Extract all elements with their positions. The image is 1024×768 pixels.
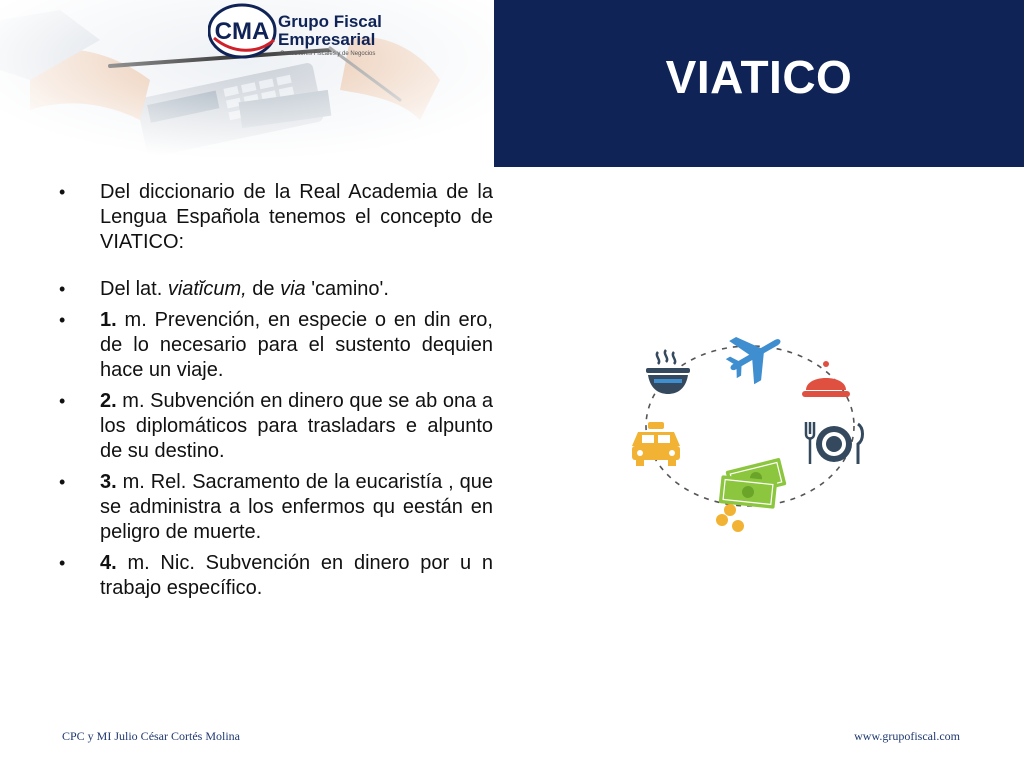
bullet-text-pre: Del lat. xyxy=(100,278,168,300)
company-logo xyxy=(208,2,382,62)
header-photo xyxy=(0,0,494,170)
bullet-dot: • xyxy=(59,472,66,492)
airplane-icon xyxy=(718,319,792,391)
bullet-text: Del diccionario de la Real Academia de la Lengua Española tenemos el concepto de VIATICO: xyxy=(100,181,493,253)
definition-number: 3. xyxy=(100,471,117,493)
definition-number: 1. xyxy=(100,309,117,331)
bullet-text-post: 'camino'. xyxy=(305,278,389,300)
bullet-text: m. Subvención en dinero que se ab ona a los diplomáticos para trasladars e alpunto de su destino. xyxy=(100,390,493,462)
list-item xyxy=(55,470,493,545)
bullet-text: m. Rel. Sacramento de la eucaristía , que se administra a los enfermos qu eestán en peligro de muerte. xyxy=(100,471,493,543)
footer-website: www.grupofiscal.com xyxy=(854,729,960,743)
bullet-dot: • xyxy=(59,391,66,411)
list-item xyxy=(55,308,493,383)
bullet-text-italic-2: via xyxy=(280,278,306,300)
logo-line-2: Empresarial xyxy=(278,30,376,49)
money-bills-icon xyxy=(716,458,787,532)
bullet-text: m. Prevención, en especie o en din ero, de lo necesario para el sustento dequien hace un viaje. xyxy=(100,309,493,381)
logo-line-1: Grupo Fiscal xyxy=(278,12,382,31)
cma-badge-icon xyxy=(208,2,280,60)
definition-list xyxy=(55,180,493,607)
list-item xyxy=(55,389,493,464)
bullet-dot: • xyxy=(59,310,66,330)
footer-author: CPC y MI Julio César Cortés Molina xyxy=(62,729,241,743)
list-item xyxy=(55,551,493,601)
bullet-dot: • xyxy=(59,553,66,573)
definition-number: 4. xyxy=(100,552,117,574)
list-item xyxy=(55,277,493,302)
slide-title: VIATICO xyxy=(665,51,853,103)
list-item xyxy=(55,180,493,255)
taxi-icon xyxy=(632,422,680,466)
travel-expenses-graphic xyxy=(618,318,878,538)
title-bar xyxy=(494,0,1024,167)
food-bowl-icon xyxy=(646,350,690,394)
bullet-text: m. Nic. Subvención en dinero por u n trabajo específico. xyxy=(100,552,493,599)
bullet-text-mid: de xyxy=(246,278,281,300)
definition-number: 2. xyxy=(100,390,117,412)
room-service-cloche-icon xyxy=(802,361,850,397)
logo-badge-text: CMA xyxy=(214,18,270,45)
bullet-dot: • xyxy=(59,279,66,299)
logo-tagline: Consultores Fiscales y de Negocios xyxy=(280,51,376,57)
bullet-text-italic: viatĭcum, xyxy=(167,278,247,300)
bullet-dot: • xyxy=(59,182,66,202)
